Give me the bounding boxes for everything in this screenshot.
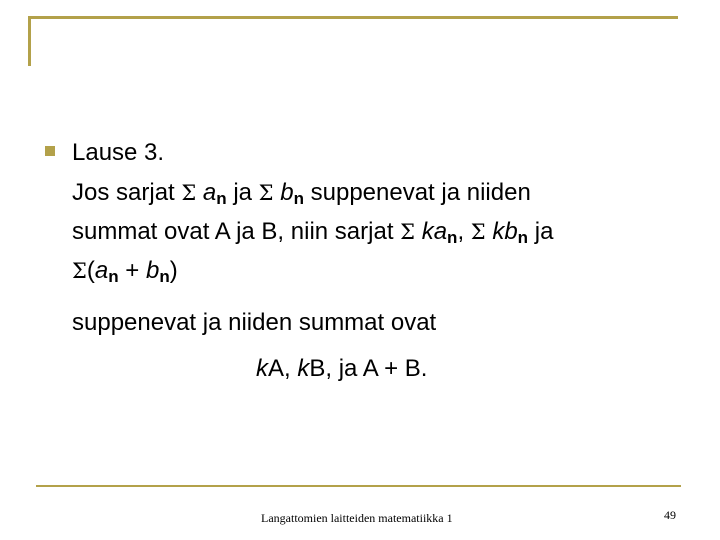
text: suppenevat ja niiden xyxy=(303,179,531,206)
theorem-line-2 xyxy=(72,215,702,254)
frame-top-rule xyxy=(28,16,678,19)
theorem-result-line xyxy=(72,352,702,385)
page-number: 49 xyxy=(664,508,676,522)
footer-rule xyxy=(36,485,681,487)
theorem-line-3 xyxy=(72,254,702,293)
var-b: b xyxy=(145,257,160,284)
subscript-n: n xyxy=(216,189,227,208)
theorem-heading: Lause 3. xyxy=(72,139,165,166)
var-k: k xyxy=(256,355,268,382)
var-b: b xyxy=(280,179,294,206)
theorem-line-4: suppenevat ja niiden summat ovat xyxy=(72,309,437,336)
var-a: a xyxy=(94,257,109,284)
text: , xyxy=(457,218,471,245)
text: A, xyxy=(268,355,298,382)
footer-title: Langattomien laitteiden matematiikka 1 xyxy=(261,511,453,525)
subscript-n: n xyxy=(108,267,119,286)
subscript-n: n xyxy=(517,228,529,247)
text: ja xyxy=(226,179,259,206)
sigma-symbol: Σ xyxy=(400,220,416,244)
text: summat ovat A ja B, niin sarjat xyxy=(72,218,401,245)
slide-body xyxy=(72,136,702,385)
open-paren: ( xyxy=(86,257,95,284)
bullet-square-icon xyxy=(45,146,55,156)
subscript-n: n xyxy=(293,189,304,208)
close-paren: ) xyxy=(169,257,178,284)
frame-left-rule xyxy=(28,16,31,66)
sigma-symbol: Σ xyxy=(72,259,87,283)
subscript-n: n xyxy=(159,267,170,286)
var-k: k xyxy=(297,355,310,382)
text: Jos sarjat xyxy=(72,179,182,206)
var-kb: kb xyxy=(492,218,518,245)
theorem-line-1 xyxy=(72,176,702,215)
plus-sign: + xyxy=(118,257,146,284)
text: B, ja A + B. xyxy=(309,355,428,382)
subscript-n: n xyxy=(447,228,458,247)
sigma-symbol: Σ xyxy=(181,181,197,205)
var-a: a xyxy=(202,179,217,206)
text: ja xyxy=(528,218,554,245)
var-ka: ka xyxy=(421,218,448,245)
sigma-symbol: Σ xyxy=(470,220,486,244)
sigma-symbol: Σ xyxy=(258,181,274,205)
